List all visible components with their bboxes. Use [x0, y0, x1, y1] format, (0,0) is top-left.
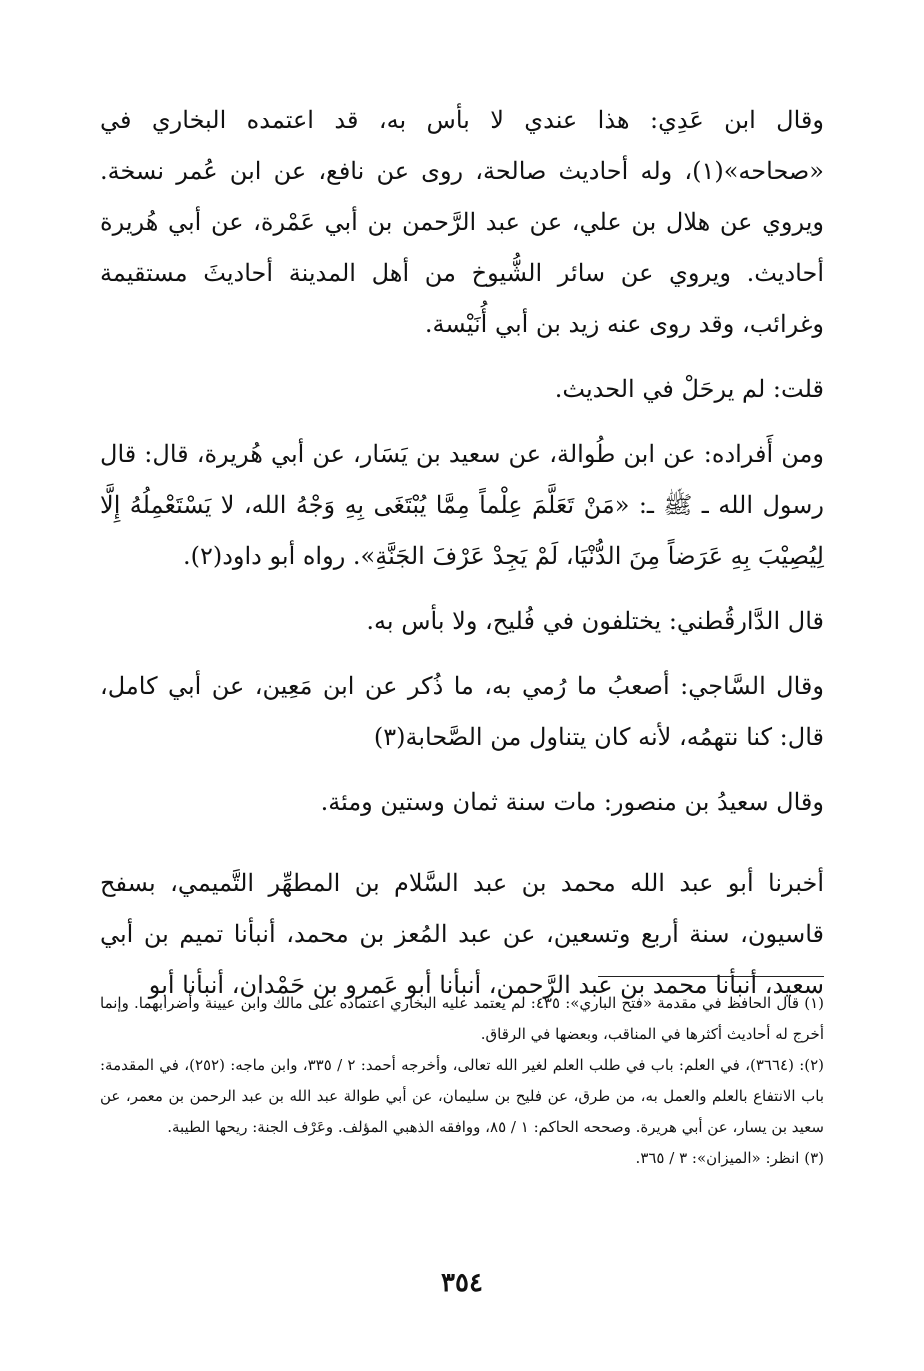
main-text: [100, 95, 824, 1011]
paragraph-daraqutni: قال الدَّارقُطني: يختلفون في فُليح، ولا بأس به.: [366, 607, 824, 635]
paragraph-ibn-adi: وقال ابن عَدِي: هذا عندي لا بأس به، قد اعتمده البخاري في «صحاحه»(١)، وله أحاديث صالحة، روى عن نافع، عن ابن عُمر نسخة. ويروي عن هلال بن علي، عن عبد الرَّحمن بن أبي عَمْرة، عن أبي هُريرة أحاديث. ويروي عن سائر الشُّيوخ من أهل المدينة أحاديثَ مستقيمة وغرائب، وقد روى عنه زيد بن أبي أُنَيْسة.: [100, 106, 824, 338]
footnote-3: (٣) انظر: «الميزان»: ٣ / ٣٦٥.: [635, 1149, 824, 1167]
paragraph-saeed-ibn-mansur: وقال سعيدُ بن منصور: مات سنة ثمان وستين ومئة.: [320, 788, 824, 816]
footnote-1: (١) قال الحافظ في مقدمة «فتح الباري»: ٤٣٥: لم يعتمد عليه البخاري اعتماده على مالك وابن عيينة وأضرابهما. وإنما أخرج له أحاديث أكثرها في المناقب، وبعضها في الرقاق.: [100, 994, 825, 1043]
paragraph-saji: وقال السَّاجي: أصعبُ ما رُمي به، ما ذُكر عن ابن مَعِين، عن أبي كامل، قال: كنا نتهمُه، لأنه كان يتناول من الصَّحابة(٣): [100, 672, 824, 751]
paragraph-author-note: قلت: لم يرحَلْ في الحديث.: [554, 375, 824, 403]
page-number: ٣٥٤: [441, 1268, 483, 1298]
book-page: [100, 95, 824, 1011]
paragraph-isnad: أخبرنا أبو عبد الله محمد بن عبد السَّلام بن المطهِّر التَّميمي، بسفح قاسيون، سنة أربع وتسعين، عن عبد المُعز بن محمد، أنبأنا تميم بن أبي سعيد، أنبأنا محمد بن عبد الرَّحمن، أنبأنا أبو عَمرو بن حَمْدان، أنبأنا أبو: [100, 869, 824, 999]
footnotes: [100, 988, 824, 1174]
footnote-2: (٢): (٣٦٦٤)، في العلم: باب في طلب العلم لغير الله تعالى، وأخرجه أحمد: ٢ / ٣٣٥، وابن ماجه: (٢٥٢)، في المقدمة: باب الانتفاع بالعلم والعمل به، من طرق، عن فليح بن سليمان، عن أبي طوالة عبد الله بن عبد الرحمن بن معمر، عن سعيد بن يسار، عن أبي هريرة. وصححه الحاكم: ١ / ٨٥، ووافقه الذهبي المؤلف. وعَرْف الجنة: ريحها الطيبة.: [100, 1056, 825, 1136]
footnote-divider: [598, 976, 824, 977]
paragraph-hadith: ومن أَفراده: عن ابن طُوالة، عن سعيد بن يَسَار، عن أبي هُريرة، قال: قال رسول الله ـ ﷺ ـ: «مَنْ تَعَلَّمَ عِلْماً مِمَّا يُبْتَغَى بِهِ وَجْهُ الله، لا يَسْتَعْمِلُهُ إِلَّا لِيُصِيْبَ بِهِ عَرَضاً مِنَ الدُّنْيَا، لَمْ يَجِدْ عَرْفَ الجَنَّةِ». رواه أبو داود(٢).: [100, 440, 824, 570]
